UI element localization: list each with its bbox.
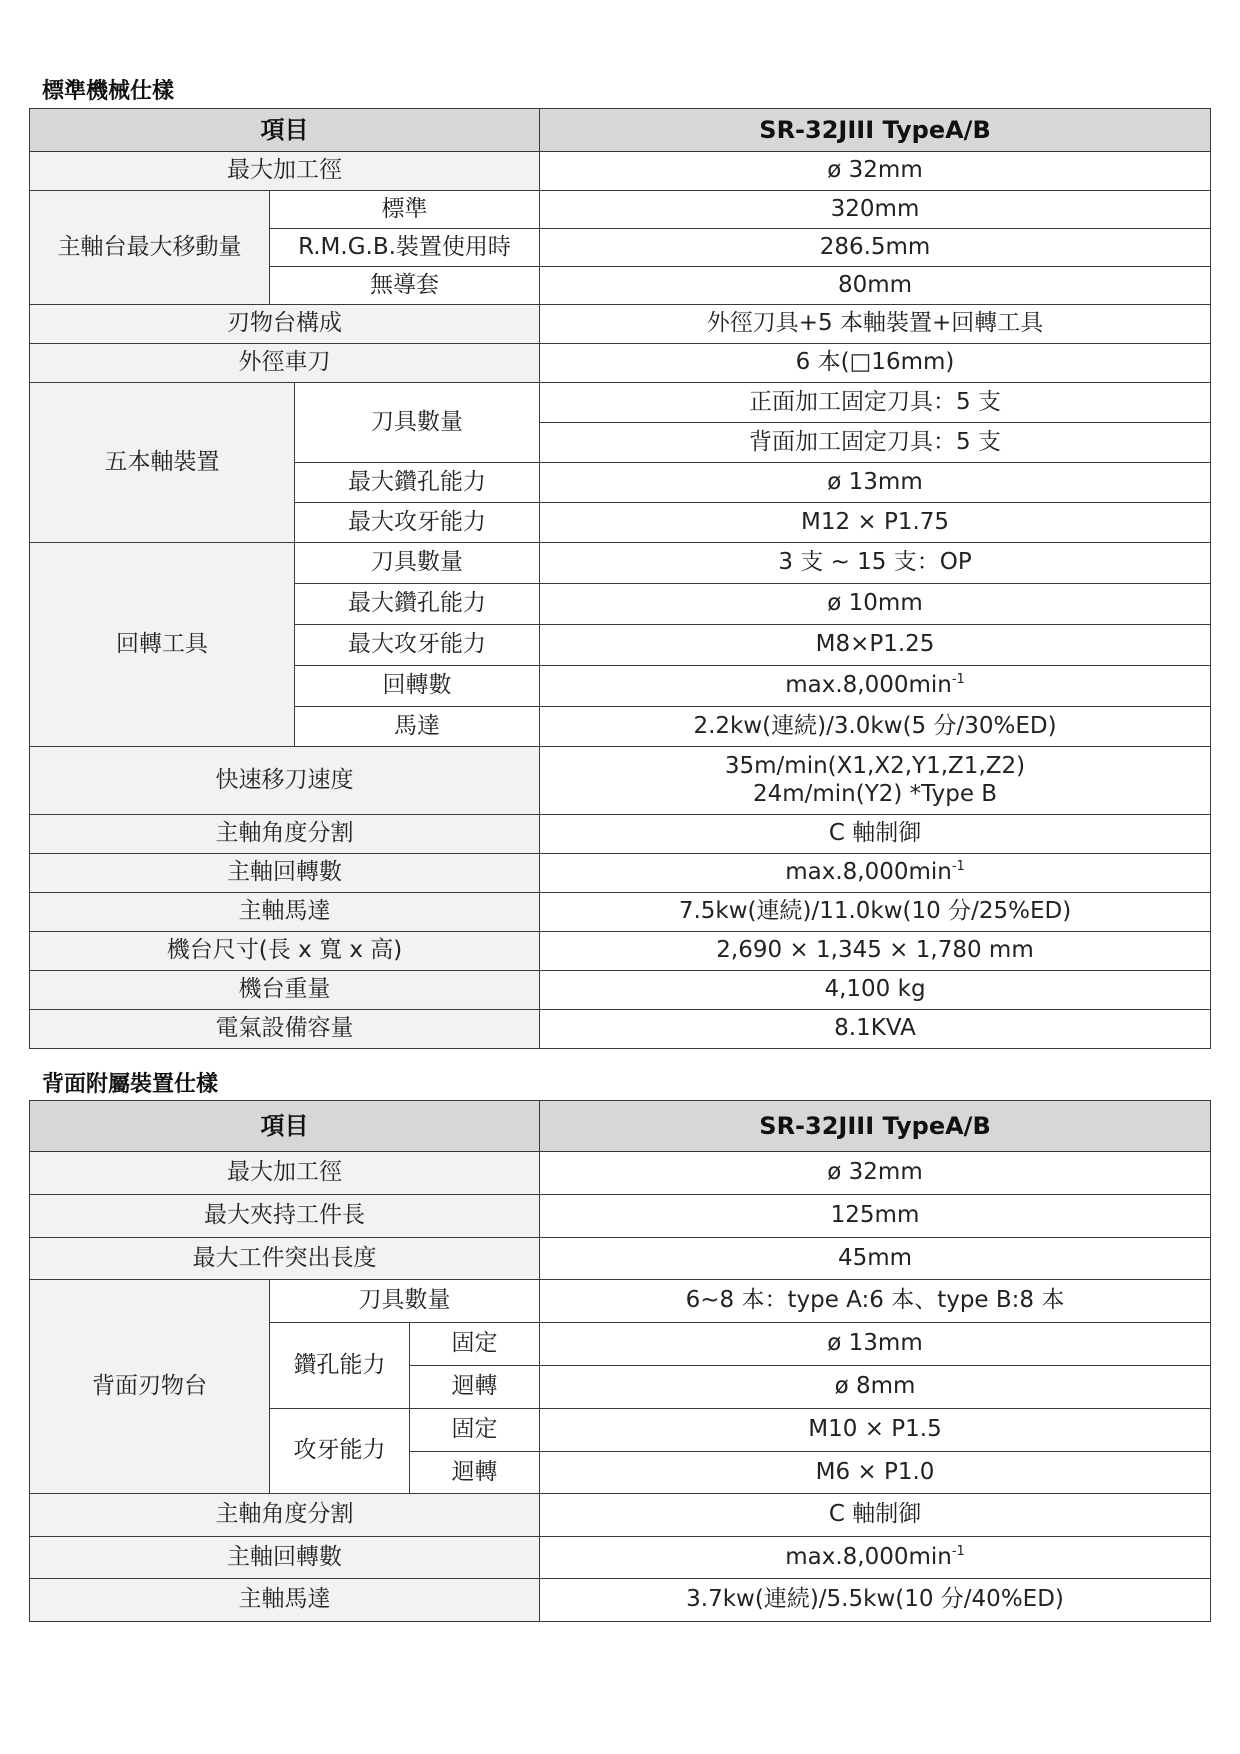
table-row [30,1280,1211,1323]
rotary-tool-label: 回轉工具 [30,543,295,747]
table-row [30,1152,1211,1195]
back-attachment-spec-title: 背面附屬裝置仕樣 [42,1072,219,1097]
rapid-traverse-line-1: 35m/min(X1,X2,Y1,Z1,Z2) [724,752,1026,779]
table-row [30,1579,1211,1622]
back-spindle-index-label: 主軸角度分割 [30,1494,540,1537]
item-header: 項目 [30,109,540,152]
dimensions-label: 機台尺寸(長 x 寬 x 高) [30,932,540,971]
five-spindle-tap-label: 最大攻牙能力 [295,503,540,543]
table-row [30,1195,1211,1238]
table-row [30,1010,1211,1049]
rotary-drill-value: ø 10mm [540,584,1211,625]
table-row [30,932,1211,971]
five-spindle-drill-label: 最大鑽孔能力 [295,463,540,503]
stroke-standard-value: 320mm [540,191,1211,229]
back-spindle-motor-value: 3.7kw(連続)/5.5kw(10 分/40%ED) [540,1579,1211,1622]
table-row [30,747,1211,815]
spindle-speed-exponent: -1 [951,859,965,875]
back-tool-count-value: 6~8 本：type A:6 本、type B:8 本 [540,1280,1211,1323]
spindle-speed-label: 主軸回轉數 [30,854,540,893]
back-attachment-spec-table [29,1100,1211,1622]
back-spindle-motor-label: 主軸馬達 [30,1579,540,1622]
rotary-tool-count-value: 3 支 ~ 15 支：OP [540,543,1211,584]
table-row [30,1238,1211,1280]
table-row [30,543,1211,584]
table-header-row [30,1101,1211,1152]
max-protrusion-label: 最大工件突出長度 [30,1238,540,1280]
rotary-tap-value: M8×P1.25 [540,625,1211,666]
tool-post-value: 外徑刀具+5 本軸裝置+回轉工具 [540,305,1211,344]
power-value: 8.1KVA [540,1010,1211,1049]
table-header-row [30,109,1211,152]
back-max-diameter-value: ø 32mm [540,1152,1211,1195]
item-header: 項目 [30,1101,540,1152]
rotary-speed-exponent: -1 [951,672,965,688]
rotary-motor-value: 2.2kw(連続)/3.0kw(5 分/30%ED) [540,707,1211,747]
turning-tool-value: 6 本(□16mm) [540,344,1211,383]
five-spindle-drill-value: ø 13mm [540,463,1211,503]
five-spindle-tool-count-label: 刀具數量 [295,383,540,463]
stroke-no-guide-value: 80mm [540,267,1211,305]
spindle-speed-value [540,854,1211,893]
back-tool-post-label: 背面刃物台 [30,1280,270,1494]
rapid-traverse-line-2: 24m/min(Y2) *Type B [752,780,998,807]
back-drill-rotary-value: ø 8mm [540,1366,1211,1409]
back-tap-label: 攻牙能力 [270,1409,410,1494]
back-drill-fixed-value: ø 13mm [540,1323,1211,1366]
stroke-rmgb-label: R.M.G.B.裝置使用時 [270,229,540,267]
rotary-tool-count-label: 刀具數量 [295,543,540,584]
weight-value: 4,100 kg [540,971,1211,1010]
rapid-traverse-value [540,747,1211,815]
stroke-standard-label: 標準 [270,191,540,229]
back-spindle-speed-exponent: -1 [951,1543,965,1559]
back-tap-rotary-label: 迴轉 [410,1452,540,1494]
max-diameter-value: ø 32mm [540,152,1211,191]
back-tap-rotary-value: M6 × P1.0 [540,1452,1211,1494]
back-spindle-speed-value [540,1537,1211,1579]
spindle-motor-label: 主軸馬達 [30,893,540,932]
turning-tool-label: 外徑車刀 [30,344,540,383]
five-spindle-tool-count-front: 正面加工固定刀具：5 支 [540,383,1211,423]
back-tap-fixed-value: M10 × P1.5 [540,1409,1211,1452]
back-drill-rotary-label: 迴轉 [410,1366,540,1409]
table-row [30,893,1211,932]
back-drill-label: 鑽孔能力 [270,1323,410,1409]
standard-spec-title: 標準機械仕樣 [42,79,175,104]
rotary-speed-label: 回轉數 [295,666,540,707]
rotary-speed-value [540,666,1211,707]
five-spindle-tap-value: M12 × P1.75 [540,503,1211,543]
back-drill-fixed-label: 固定 [410,1323,540,1366]
back-tap-fixed-label: 固定 [410,1409,540,1452]
max-protrusion-value: 45mm [540,1238,1211,1280]
rotary-speed-text: max.8,000min [785,672,952,699]
spindle-speed-text: max.8,000min [785,859,952,886]
dimensions-value: 2,690 × 1,345 × 1,780 mm [540,932,1211,971]
rotary-tap-label: 最大攻牙能力 [295,625,540,666]
max-chuck-length-label: 最大夾持工件長 [30,1195,540,1238]
back-spindle-speed-label: 主軸回轉數 [30,1537,540,1579]
back-max-diameter-label: 最大加工徑 [30,1152,540,1195]
back-tool-count-label: 刀具數量 [270,1280,540,1323]
table-row [30,152,1211,191]
weight-label: 機台重量 [30,971,540,1010]
stroke-no-guide-label: 無導套 [270,267,540,305]
rapid-traverse-label: 快速移刀速度 [30,747,540,815]
five-spindle-label: 五本軸裝置 [30,383,295,543]
max-chuck-length-value: 125mm [540,1195,1211,1238]
table-row [30,383,1211,423]
headstock-stroke-label: 主軸台最大移動量 [30,191,270,305]
table-row [30,854,1211,893]
table-row [30,191,1211,229]
back-spindle-speed-text: max.8,000min [785,1543,952,1570]
spindle-index-label: 主軸角度分割 [30,815,540,854]
table-row [30,815,1211,854]
table-row [30,971,1211,1010]
rotary-drill-label: 最大鑽孔能力 [295,584,540,625]
model-header: SR-32JIII TypeA/B [540,109,1211,152]
rotary-motor-label: 馬達 [295,707,540,747]
table-row [30,1537,1211,1579]
table-row [30,1494,1211,1537]
five-spindle-tool-count-back: 背面加工固定刀具：5 支 [540,423,1211,463]
table-row [30,344,1211,383]
spindle-index-value: C 軸制御 [540,815,1211,854]
back-spindle-index-value: C 軸制御 [540,1494,1211,1537]
stroke-rmgb-value: 286.5mm [540,229,1211,267]
max-diameter-label: 最大加工徑 [30,152,540,191]
power-label: 電氣設備容量 [30,1010,540,1049]
spindle-motor-value: 7.5kw(連続)/11.0kw(10 分/25%ED) [540,893,1211,932]
tool-post-label: 刃物台構成 [30,305,540,344]
table-row [30,305,1211,344]
standard-spec-table [29,108,1211,1049]
model-header: SR-32JIII TypeA/B [540,1101,1211,1152]
